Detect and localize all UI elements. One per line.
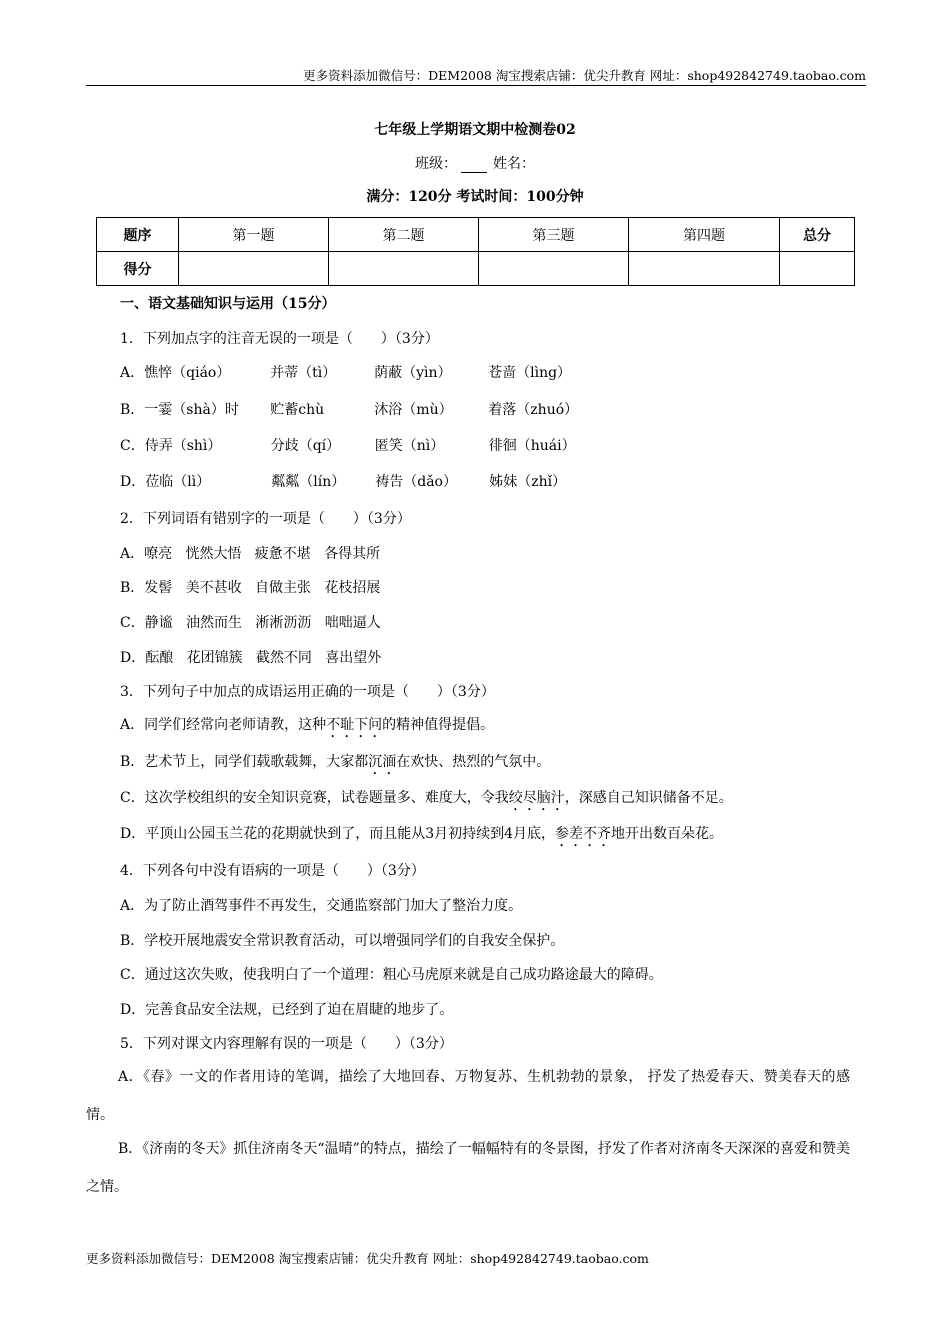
score-time-line: 满分：120分 考试时间：100分钟: [366, 189, 584, 205]
q3-option-c: [120, 787, 733, 814]
table-header-cell: 总分: [780, 218, 855, 252]
marked-idiom: 不耻下问: [326, 717, 383, 733]
score-table-score-row: [97, 252, 855, 286]
option-item: 贮蓄chù: [270, 402, 325, 418]
option-text: 地开出数百朵花。: [611, 826, 724, 842]
option-item: 分歧（qí）: [270, 438, 341, 454]
option-item: 徘徊（huái）: [488, 438, 576, 454]
score-cell[interactable]: [179, 252, 329, 286]
table-header-cell: 第一题: [179, 218, 329, 252]
option-item: 着落（zhuó）: [488, 402, 579, 418]
q2-option-a: A．嘹亮 恍然大悟 疲惫不堪 各得其所: [120, 546, 381, 562]
q1-option-a: [120, 362, 571, 382]
q4-option-a: A．为了防止酒驾事件不再发生，交通监察部门加大了整治力度。: [120, 898, 523, 914]
page-footer: 更多资料添加微信号：DEM2008 淘宝搜索店铺：优尖升教育 网址：shop492842749.taobao.com: [86, 1251, 649, 1266]
option-item: 一霎（shà）时: [144, 402, 239, 418]
option-text: 在欢快、热烈的气氛中。: [396, 754, 551, 770]
table-header-cell: 第四题: [629, 218, 780, 252]
option-label: A．: [120, 365, 145, 381]
option-text: 的精神值得提倡。: [382, 717, 495, 733]
marked-idiom: 参差不齐: [555, 826, 612, 842]
q3-option-a: [120, 714, 494, 741]
class-label: 班级：: [415, 156, 457, 172]
q5-option-b: B．《济南的冬天》抓住济南冬天“温晴”的特点，描绘了一幅幅特有的冬景图，抒发了作者对济南冬天深深的喜爱和赞美之情。: [86, 1141, 850, 1195]
q3-option-d: [120, 823, 723, 850]
table-header-cell: 第二题: [329, 218, 479, 252]
q1-option-b: [120, 399, 578, 419]
option-text: B．艺术节上，同学们载歌载舞，大家都: [120, 754, 369, 770]
q4-option-c: C．通过这次失败，使我明白了一个道理：粗心马虎原来就是自己成功路途最大的障碍。: [120, 967, 663, 983]
q4-stem: 4．下列各句中没有语病的一项是（ ）（3分）: [120, 863, 425, 879]
option-item: 祷告（dǎo）: [375, 474, 457, 490]
q1-option-d: [120, 471, 566, 491]
page-header: 更多资料添加微信号：DEM2008 淘宝搜索店铺：优尖升教育 网址：shop492842749.taobao.com: [303, 68, 866, 83]
option-item: 粼粼（lín）: [271, 474, 346, 490]
q2-option-d: D．酝酿 花团锦簇 截然不同 喜出望外: [120, 650, 382, 666]
score-cell[interactable]: [329, 252, 479, 286]
table-header-cell: 第三题: [479, 218, 629, 252]
q1-option-c: [120, 435, 576, 455]
score-table-header-row: [97, 218, 855, 252]
q4-option-b: B．学校开展地震安全常识教育活动，可以增强同学们的自我安全保护。: [120, 933, 565, 949]
class-blank: [461, 158, 487, 173]
exam-title: 七年级上学期语文期中检测卷02: [374, 122, 576, 138]
name-label: 姓名：: [493, 156, 535, 172]
option-text: A．同学们经常向老师请教，这种: [120, 717, 327, 733]
header-divider: [86, 85, 866, 86]
marked-idiom: 绞尽脑汁: [508, 790, 565, 806]
score-cell[interactable]: [629, 252, 780, 286]
option-label: D．: [120, 474, 146, 490]
class-name-line: [0, 153, 950, 173]
score-table: [96, 217, 855, 286]
option-item: 憔悴（qiáo）: [144, 365, 231, 381]
section-1-title: 一、语文基础知识与运用（15分）: [120, 296, 336, 312]
table-header-cell: 题序: [97, 218, 179, 252]
option-item: 侍弄（shì）: [144, 438, 222, 454]
option-item: 荫蔽（yìn）: [374, 365, 452, 381]
q5-stem: 5．下列对课文内容理解有误的一项是（ ）（3分）: [120, 1036, 453, 1052]
q5-option-a: A．《春》一文的作者用诗的笔调，描绘了大地回春、万物复苏、生机勃勃的景象， 抒发了热爱春天、赞美春天的感情。: [86, 1069, 850, 1123]
q3-stem: 3．下列句子中加点的成语运用正确的一项是（ ）（3分）: [120, 684, 495, 700]
option-text: C．这次学校组织的安全知识竞赛，试卷题量多、难度大，令我: [120, 790, 509, 806]
marked-idiom: 沉湎: [368, 754, 397, 770]
table-row-label: 得分: [97, 252, 179, 286]
option-item: 匿笑（nì）: [374, 438, 445, 454]
option-item: 苍啬（lìng）: [488, 365, 572, 381]
option-label: B．: [120, 402, 145, 418]
option-item: 沐浴（mù）: [374, 402, 453, 418]
option-item: 并蒂（tì）: [270, 365, 337, 381]
option-item: 姊妹（zhǐ）: [489, 474, 567, 490]
q1-stem: 1．下列加点字的注音无误的一项是（ ）（3分）: [120, 331, 439, 347]
q2-stem: 2．下列词语有错别字的一项是（ ）（3分）: [120, 511, 411, 527]
score-cell[interactable]: [780, 252, 855, 286]
q2-option-c: C．静谧 油然而生 淅淅沥沥 咄咄逼人: [120, 615, 381, 631]
q3-option-b: [120, 751, 550, 778]
option-item: 莅临（lì）: [145, 474, 211, 490]
option-text: ，深感自己知识储备不足。: [564, 790, 733, 806]
score-cell[interactable]: [479, 252, 629, 286]
q2-option-b: B．发髻 美不甚收 自做主张 花枝招展: [120, 580, 381, 596]
option-label: C．: [120, 438, 145, 454]
q4-option-d: D．完善食品安全法规，已经到了迫在眉睫的地步了。: [120, 1002, 454, 1018]
option-text: D．平顶山公园玉兰花的花期就快到了，而且能从3月初持续到4月底，: [120, 826, 556, 842]
